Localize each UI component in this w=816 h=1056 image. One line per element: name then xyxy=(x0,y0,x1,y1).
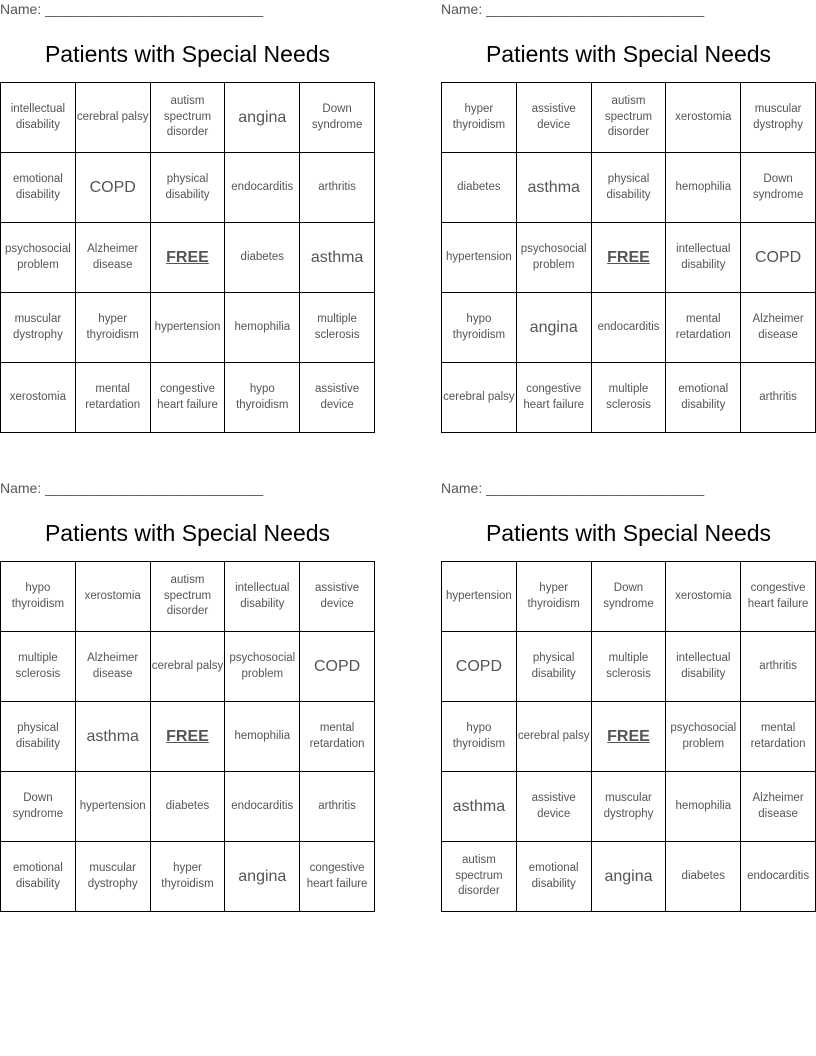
bingo-cell: arthritis xyxy=(741,632,816,702)
bingo-cell: multiple sclerosis xyxy=(300,293,375,363)
bingo-cell: hypertension xyxy=(442,562,517,632)
bingo-cell: congestive heart failure xyxy=(300,842,375,912)
bingo-cell: hyper thyroidism xyxy=(76,293,151,363)
bingo-cell: xerostomia xyxy=(1,363,76,433)
bingo-cell: emotional disability xyxy=(1,153,76,223)
bingo-cell: arthritis xyxy=(300,772,375,842)
card-title: Patients with Special Needs xyxy=(485,41,772,67)
bingo-cell: asthma xyxy=(517,153,592,223)
bingo-cell: mental retardation xyxy=(76,363,151,433)
card-title: Patients with Special Needs xyxy=(485,520,772,546)
bingo-cell: hemophilia xyxy=(666,772,741,842)
bingo-cell: diabetes xyxy=(666,842,741,912)
name-field-label: Name: ____________________________ xyxy=(0,480,264,496)
bingo-cell: muscular dystrophy xyxy=(76,842,151,912)
bingo-card-2 xyxy=(441,0,816,433)
bingo-cell: emotional disability xyxy=(666,363,741,433)
bingo-cell: mental retardation xyxy=(300,702,375,772)
bingo-card-1 xyxy=(0,0,375,433)
bingo-cell: physical disability xyxy=(592,153,667,223)
bingo-cell: endocarditis xyxy=(741,842,816,912)
bingo-cell: hyper thyroidism xyxy=(442,83,517,153)
bingo-cell: mental retardation xyxy=(666,293,741,363)
bingo-cell: hemophilia xyxy=(666,153,741,223)
bingo-cell: assistive device xyxy=(300,562,375,632)
bingo-cell: assistive device xyxy=(300,363,375,433)
bingo-cell: hypertension xyxy=(76,772,151,842)
bingo-cell: hypo thyroidism xyxy=(1,562,76,632)
bingo-cell: endocarditis xyxy=(225,772,300,842)
bingo-cell: hemophilia xyxy=(225,293,300,363)
bingo-cell: hyper thyroidism xyxy=(517,562,592,632)
bingo-cell: muscular dystrophy xyxy=(741,83,816,153)
name-field-label: Name: ____________________________ xyxy=(0,1,264,17)
bingo-cell: intellectual disability xyxy=(666,223,741,293)
bingo-cell: multiple sclerosis xyxy=(1,632,76,702)
bingo-cell: mental retardation xyxy=(741,702,816,772)
bingo-cell: diabetes xyxy=(442,153,517,223)
bingo-cell: psychosocial problem xyxy=(666,702,741,772)
bingo-cell: xerostomia xyxy=(666,562,741,632)
free-space: FREE xyxy=(151,702,226,772)
name-field-label: Name: ____________________________ xyxy=(441,1,705,17)
bingo-cell: multiple sclerosis xyxy=(592,363,667,433)
bingo-cell: angina xyxy=(225,842,300,912)
name-field-label: Name: ____________________________ xyxy=(441,480,705,496)
bingo-cell: multiple sclerosis xyxy=(592,632,667,702)
bingo-cell: diabetes xyxy=(225,223,300,293)
bingo-cell: muscular dystrophy xyxy=(592,772,667,842)
bingo-cell: asthma xyxy=(76,702,151,772)
bingo-cell: Down syndrome xyxy=(741,153,816,223)
bingo-cell: COPD xyxy=(741,223,816,293)
bingo-cell: congestive heart failure xyxy=(741,562,816,632)
bingo-cell: Alzheimer disease xyxy=(741,293,816,363)
bingo-cell: intellectual disability xyxy=(1,83,76,153)
free-space: FREE xyxy=(592,223,667,293)
bingo-cell: endocarditis xyxy=(225,153,300,223)
free-space: FREE xyxy=(151,223,226,293)
bingo-cell: physical disability xyxy=(151,153,226,223)
bingo-cell: xerostomia xyxy=(666,83,741,153)
bingo-cell: Down syndrome xyxy=(592,562,667,632)
bingo-cell: intellectual disability xyxy=(666,632,741,702)
bingo-cell: arthritis xyxy=(741,363,816,433)
bingo-grid xyxy=(441,82,816,433)
bingo-cell: asthma xyxy=(442,772,517,842)
bingo-cell: physical disability xyxy=(517,632,592,702)
bingo-grid xyxy=(0,561,375,912)
bingo-cell: hemophilia xyxy=(225,702,300,772)
bingo-cell: arthritis xyxy=(300,153,375,223)
bingo-cell: Down syndrome xyxy=(300,83,375,153)
bingo-cell: asthma xyxy=(300,223,375,293)
bingo-card-4 xyxy=(441,479,816,912)
bingo-cell: cerebral palsy xyxy=(517,702,592,772)
bingo-cell: cerebral palsy xyxy=(76,83,151,153)
bingo-cell: COPD xyxy=(76,153,151,223)
bingo-cell: COPD xyxy=(442,632,517,702)
bingo-cell: angina xyxy=(592,842,667,912)
bingo-cell: diabetes xyxy=(151,772,226,842)
bingo-cell: angina xyxy=(225,83,300,153)
bingo-cell: Alzheimer disease xyxy=(76,223,151,293)
bingo-cell: assistive device xyxy=(517,83,592,153)
bingo-cell: emotional disability xyxy=(517,842,592,912)
bingo-grid xyxy=(441,561,816,912)
bingo-cell: hypo thyroidism xyxy=(442,293,517,363)
free-space: FREE xyxy=(592,702,667,772)
bingo-cell: psychosocial problem xyxy=(517,223,592,293)
bingo-cell: muscular dystrophy xyxy=(1,293,76,363)
bingo-cell: Down syndrome xyxy=(1,772,76,842)
bingo-cell: COPD xyxy=(300,632,375,702)
bingo-cell: Alzheimer disease xyxy=(741,772,816,842)
bingo-cell: cerebral palsy xyxy=(151,632,226,702)
bingo-cell: congestive heart failure xyxy=(517,363,592,433)
bingo-cell: hypertension xyxy=(442,223,517,293)
bingo-cell: Alzheimer disease xyxy=(76,632,151,702)
bingo-cell: cerebral palsy xyxy=(442,363,517,433)
bingo-cell: hypertension xyxy=(151,293,226,363)
bingo-cell: xerostomia xyxy=(76,562,151,632)
bingo-cell: hypo thyroidism xyxy=(442,702,517,772)
bingo-cell: congestive heart failure xyxy=(151,363,226,433)
bingo-cell: autism spectrum disorder xyxy=(442,842,517,912)
bingo-cell: emotional disability xyxy=(1,842,76,912)
bingo-cell: autism spectrum disorder xyxy=(151,562,226,632)
card-title: Patients with Special Needs xyxy=(44,520,331,546)
bingo-card-3 xyxy=(0,479,375,912)
bingo-cell: angina xyxy=(517,293,592,363)
card-title: Patients with Special Needs xyxy=(44,41,331,67)
bingo-grid xyxy=(0,82,375,433)
bingo-cell: assistive device xyxy=(517,772,592,842)
bingo-cell: hyper thyroidism xyxy=(151,842,226,912)
bingo-cell: hypo thyroidism xyxy=(225,363,300,433)
bingo-cell: autism spectrum disorder xyxy=(151,83,226,153)
bingo-cell: psychosocial problem xyxy=(1,223,76,293)
bingo-cell: physical disability xyxy=(1,702,76,772)
bingo-cell: autism spectrum disorder xyxy=(592,83,667,153)
bingo-cell: intellectual disability xyxy=(225,562,300,632)
bingo-cell: psychosocial problem xyxy=(225,632,300,702)
bingo-cell: endocarditis xyxy=(592,293,667,363)
